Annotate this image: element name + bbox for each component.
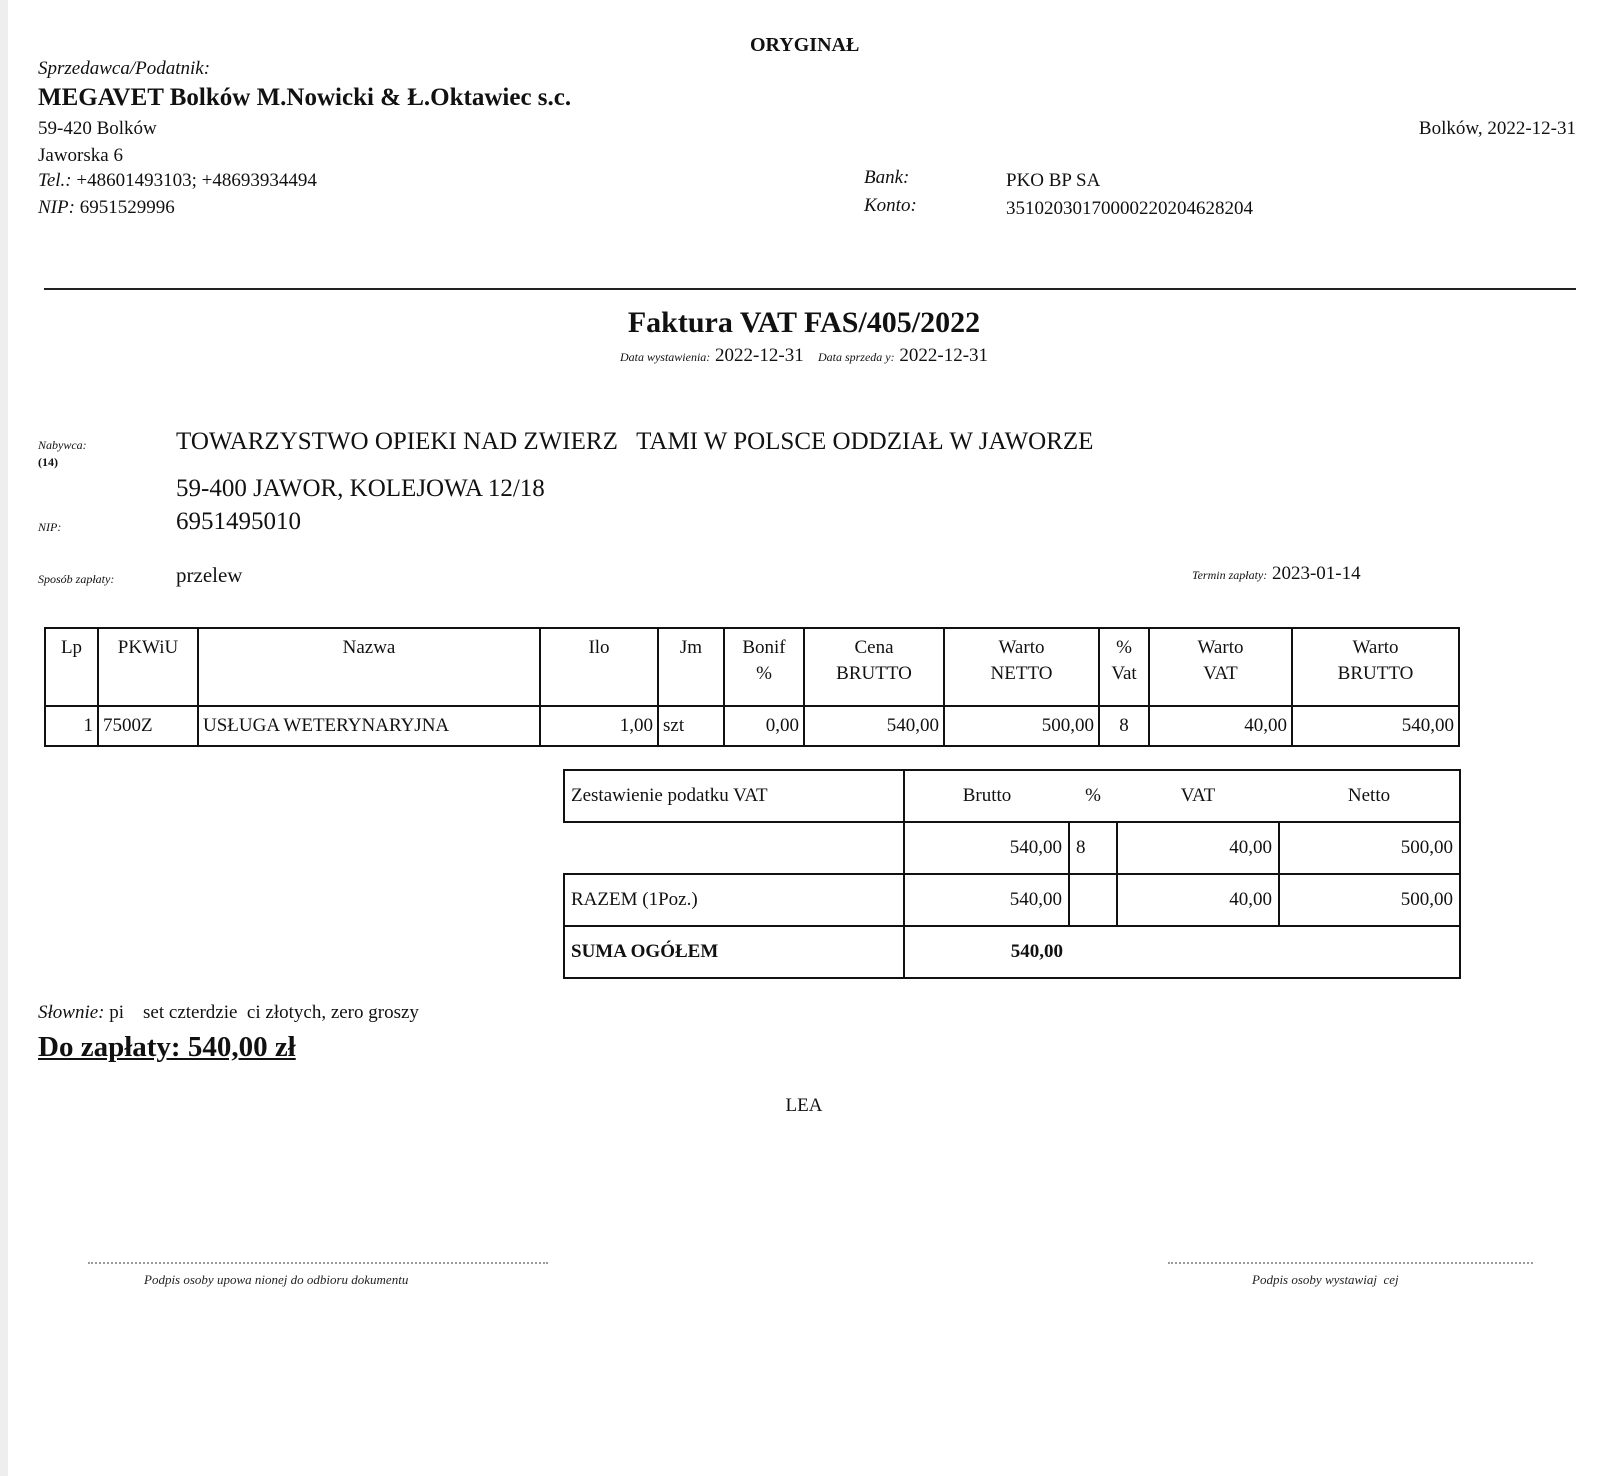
- invoice-page: [8, 0, 1600, 1476]
- place-date: Bolków, 2022-12-31: [1418, 118, 1576, 139]
- seller-phone-label: Tel.:: [38, 170, 72, 191]
- cell-vat-pct: 8: [1099, 706, 1149, 746]
- summary-total-vat: 40,00: [1117, 874, 1279, 926]
- summary-rate-row: [564, 822, 1460, 874]
- cell-brutto: 540,00: [1292, 706, 1459, 746]
- summary-grand-empty: [1069, 926, 1460, 978]
- cell-vat: 40,00: [1149, 706, 1292, 746]
- header-divider: [44, 288, 1576, 290]
- seller-street: Jaworska 6: [38, 145, 123, 166]
- amount-in-words-text: pi set czterdzie ci złotych, zero groszy: [109, 1002, 419, 1023]
- cell-lp: 1: [45, 706, 98, 746]
- bank-label: Bank:: [864, 167, 910, 188]
- seller-name: MEGAVET Bolków M.Nowicki & Ł.Oktawiec s.c.: [38, 84, 572, 111]
- summary-rate-brutto: 540,00: [904, 822, 1069, 874]
- seller-label: Sprzedawca/Podatnik:: [38, 58, 211, 79]
- seller-nip-label: NIP:: [38, 197, 75, 218]
- summary-grand-label: SUMA OGÓŁEM: [564, 926, 904, 978]
- account-number: 35102030170000220204628204: [1006, 198, 1253, 219]
- summary-col-vat: VAT: [1117, 770, 1279, 822]
- sale-date: 2022-12-31: [899, 345, 989, 366]
- signature-label-left: Podpis osoby upowa nionej do odbioru dokumentu: [144, 1272, 409, 1287]
- table-row: [45, 706, 1459, 746]
- original-label: ORYGINAŁ: [750, 34, 860, 56]
- payment-due: [1192, 563, 1361, 585]
- buyer-code: (14): [38, 455, 58, 469]
- summary-total-pct: [1069, 874, 1117, 926]
- col-pkwiu: PKWiU: [98, 628, 198, 706]
- signature-line-right: [1168, 1262, 1533, 1264]
- invoice-title: Faktura VAT FAS/405/2022: [627, 306, 981, 339]
- summary-total-row: [564, 874, 1460, 926]
- cell-cena: 540,00: [804, 706, 944, 746]
- seller-phone: [38, 170, 317, 192]
- account-label: Konto:: [864, 195, 917, 216]
- summary-grand-brutto: 540,00: [904, 926, 1069, 978]
- amount-in-words: [38, 1002, 419, 1024]
- amount-to-pay: Do zapłaty: 540,00 zł: [38, 1031, 296, 1063]
- summary-rate-pct: 8: [1069, 822, 1117, 874]
- col-lp: Lp: [45, 628, 98, 706]
- cell-pkwiu: 7500Z: [98, 706, 198, 746]
- sale-date-label: Data sprzeda y:: [817, 350, 895, 364]
- cell-bonif: 0,00: [724, 706, 804, 746]
- summary-col-pct: %: [1069, 770, 1117, 822]
- buyer-label: Nabywca:: [38, 438, 87, 452]
- issuer-initials: LEA: [785, 1095, 823, 1116]
- payment-method-label: Sposób zapłaty:: [38, 572, 115, 586]
- col-vat-pct: % Vat: [1099, 628, 1149, 706]
- seller-nip-value: 6951529996: [79, 197, 175, 218]
- col-ilo: Ilo: [540, 628, 658, 706]
- cell-nazwa: USŁUGA WETERYNARYJNA: [198, 706, 540, 746]
- summary-rate-netto: 500,00: [1279, 822, 1460, 874]
- items-table: [44, 627, 1460, 747]
- summary-grand-row: [564, 926, 1460, 978]
- bank-name: PKO BP SA: [1006, 170, 1101, 191]
- summary-total-netto: 500,00: [1279, 874, 1460, 926]
- seller-city: 59-420 Bolków: [38, 118, 157, 139]
- col-cena: Cena BRUTTO: [804, 628, 944, 706]
- buyer-nip-label: NIP:: [38, 520, 62, 534]
- cell-ilo: 1,00: [540, 706, 658, 746]
- issue-date-label: Data wystawienia:: [619, 350, 711, 364]
- summary-col-brutto: Brutto: [904, 770, 1069, 822]
- col-netto: Warto NETTO: [944, 628, 1099, 706]
- cell-netto: 500,00: [944, 706, 1099, 746]
- payment-due-label: Termin zapłaty:: [1192, 568, 1268, 582]
- signature-label-right: Podpis osoby wystawiaj cej: [1252, 1272, 1399, 1287]
- issue-date: 2022-12-31: [715, 345, 804, 366]
- summary-total-label: RAZEM (1Poz.): [564, 874, 904, 926]
- buyer-address: 59-400 JAWOR, KOLEJOWA 12/18: [176, 475, 545, 502]
- vat-summary-table: [563, 769, 1461, 979]
- summary-rate-vat: 40,00: [1117, 822, 1279, 874]
- summary-total-brutto: 540,00: [904, 874, 1069, 926]
- signature-line-left: [88, 1262, 548, 1264]
- col-vat: Warto VAT: [1149, 628, 1292, 706]
- payment-method: przelew: [176, 563, 243, 587]
- col-nazwa: Nazwa: [198, 628, 540, 706]
- cell-jm: szt: [658, 706, 724, 746]
- amount-in-words-label: Słownie:: [38, 1002, 105, 1023]
- summary-title: Zestawienie podatku VAT: [564, 770, 904, 822]
- invoice-dates: [8, 345, 1600, 367]
- buyer-name: TOWARZYSTWO OPIEKI NAD ZWIERZ TAMI W POLSCE ODDZIAŁ W JAWORZE: [176, 428, 1094, 455]
- col-brutto: Warto BRUTTO: [1292, 628, 1459, 706]
- summary-col-netto: Netto: [1279, 770, 1460, 822]
- summary-rate-empty: [564, 822, 904, 874]
- payment-due-date: 2023-01-14: [1271, 563, 1361, 584]
- summary-header-row: [564, 770, 1460, 822]
- buyer-nip: 6951495010: [176, 508, 301, 535]
- items-header-row: [45, 628, 1459, 706]
- seller-nip: [38, 197, 175, 219]
- seller-phone-value: +48601493103; +48693934494: [76, 170, 317, 191]
- col-jm: Jm: [658, 628, 724, 706]
- col-bonif: Bonif %: [724, 628, 804, 706]
